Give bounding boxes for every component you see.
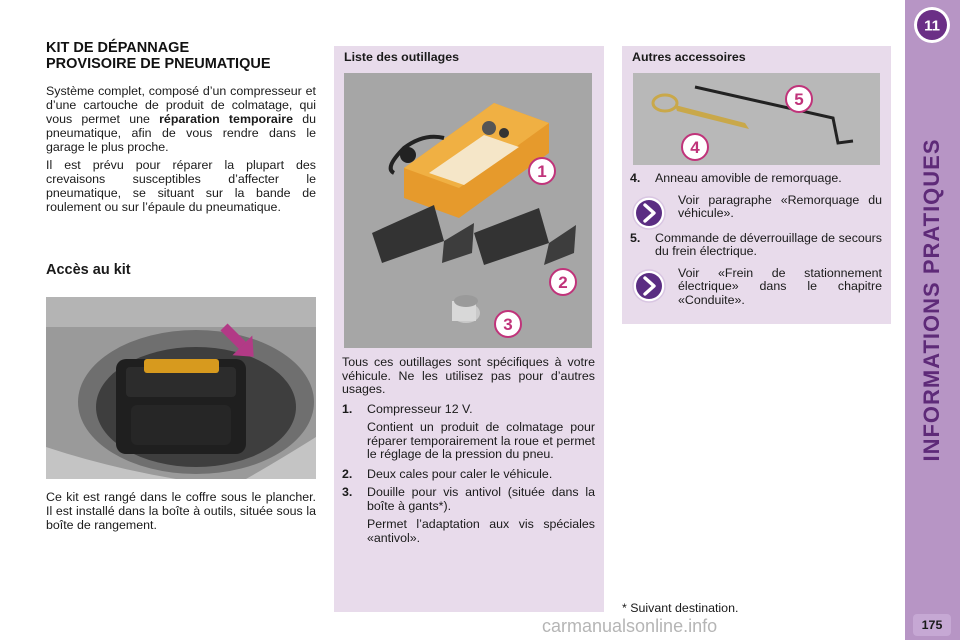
intro-paragraph-2: Il est prévu pour réparer la plupart des crevaisons susceptibles d’affecter le pneumatique, se situant sur la bande de roulement ou sur l’épaule du pneumatique. bbox=[46, 158, 316, 214]
callout-badge-4 bbox=[681, 133, 709, 161]
svg-text:1: 1 bbox=[537, 162, 547, 181]
page-number: 175 bbox=[913, 614, 951, 636]
list-item: 3. Douille pour vis antivol (située dans la boîte à gants*). bbox=[342, 485, 595, 513]
svg-text:5: 5 bbox=[794, 90, 804, 109]
trunk-photo bbox=[46, 297, 316, 479]
callout-badge-1 bbox=[528, 157, 556, 185]
access-title: Accès au kit bbox=[46, 262, 131, 278]
callout-badge-5 bbox=[785, 85, 813, 113]
list-item-detail: Contient un produit de colmatage pour réparer temporairement la roue et permet le réglage de la pression du pneu. bbox=[367, 420, 595, 461]
list-item: 1. Compresseur 12 V. bbox=[342, 401, 473, 416]
accessories-title: Autres accessoires bbox=[632, 50, 746, 64]
section-kit-intro bbox=[46, 40, 316, 218]
accessories-photo bbox=[633, 73, 880, 165]
svg-text:3: 3 bbox=[503, 315, 513, 334]
tools-title: Liste des outillages bbox=[344, 50, 459, 64]
tools-photo bbox=[344, 73, 592, 348]
list-item: 2. Deux cales pour caler le véhicule. bbox=[342, 466, 553, 481]
section-title: KIT DE DÉPANNAGE PROVISOIRE DE PNEUMATIQUE bbox=[46, 40, 271, 72]
cross-reference: Voir paragraphe «Remorquage du véhicule». bbox=[630, 194, 882, 222]
list-item: 4. Anneau amovible de remorquage. bbox=[630, 171, 842, 185]
chapter-number: 11 bbox=[924, 17, 940, 35]
cross-reference: Voir «Frein de stationnement électrique» dans le chapitre «Conduite». bbox=[630, 267, 882, 308]
chevron-right-icon bbox=[632, 269, 666, 303]
chapter-badge-icon bbox=[913, 6, 951, 44]
watermark: carmanualsonline.info bbox=[542, 616, 718, 636]
callout-badge-2 bbox=[549, 268, 577, 296]
list-item-detail: Permet l’adaptation aux vis spéciales «antivol». bbox=[367, 517, 595, 545]
chapter-title: INFORMATIONS PRATIQUES bbox=[919, 138, 944, 462]
chevron-right-icon bbox=[632, 196, 666, 230]
svg-text:4: 4 bbox=[690, 138, 700, 157]
callout-badge-3 bbox=[494, 310, 522, 338]
list-item: 5. Commande de déverrouillage de secours du frein électrique. bbox=[630, 230, 882, 258]
svg-text:2: 2 bbox=[558, 273, 568, 292]
access-text: Ce kit est rangé dans le coffre sous le plancher. Il est installé dans la boîte à outils, située sous la boîte de rangement. bbox=[46, 490, 316, 532]
intro-paragraph: Système complet, composé d’un compresseur et d’une cartouche de produit de colmatage, qui vous permet une réparation temporaire du pneumatique, afin de vous rendre dans le garage le plus proche. bbox=[46, 84, 316, 154]
footnote: * Suivant destination. bbox=[622, 601, 739, 615]
accessories-text bbox=[630, 172, 882, 317]
tools-intro: Tous ces outillages sont spécifiques à votre véhicule. Ne les utilisez pas pour d’autres usages. bbox=[342, 355, 595, 396]
tools-text bbox=[342, 356, 595, 551]
